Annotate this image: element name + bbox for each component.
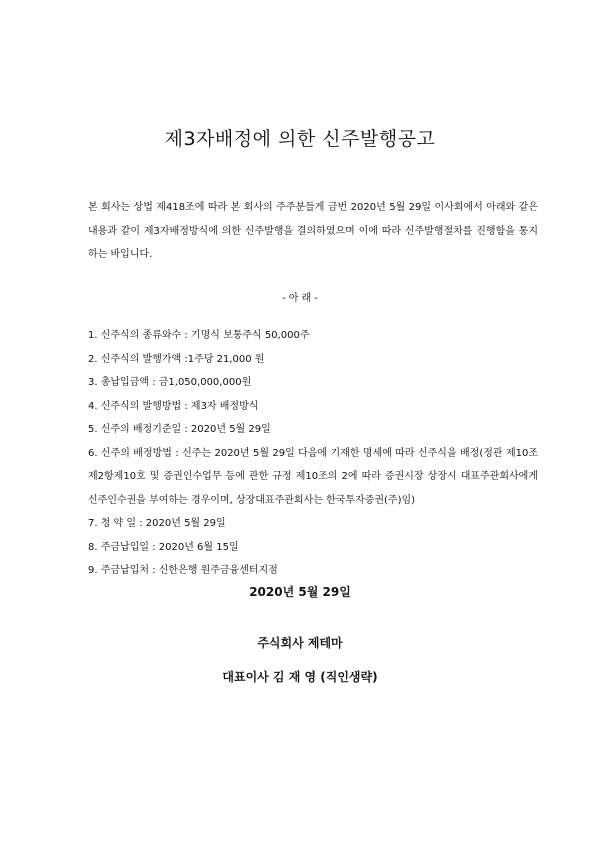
- list-item: 6. 신주의 배정방법 : 신주는 2020년 5월 29일 다음에 기재한 명세에 따라 신주식을 배정(정관 제10조제2항제10호 및 증권인수업무 등에 관한 규정 제10조의 2에 따라 증권시장 상장시 대표주관회사에게 신주인수권을 부여하는 경우이며, 상장대표주관회사는 한국투자증권(주)임): [88, 447, 538, 506]
- list-item: 8. 주금납입일 : 2020년 6월 15일: [88, 541, 239, 553]
- intro-paragraph: [88, 196, 538, 267]
- list-item: 3. 총납입금액 : 금1,050,000,000원: [88, 377, 252, 388]
- intro-text: 본 회사는 상법 제418조에 따라 본 회사의 주주분들게 금번 2020년 5월 29일 이사회에서 아래와 같은 내용과 같이 제3자배정방식에 의한 신주발행을 결의하였으며 이에 따라 신주발행절차를 진행함을 통지하는 바입니다.: [88, 202, 538, 260]
- list-item: 7. 청 약 일 : 2020년 5월 29일: [88, 518, 226, 529]
- notice-date: 2020년 5월 29일: [249, 585, 351, 599]
- list-item: 9. 주금납입처 : 신한은행 원주금융센터지점: [88, 565, 278, 576]
- section-marker: - 아 래 -: [281, 293, 319, 304]
- list-item: 5. 신주의 배정기준일 : 2020년 5월 29일: [88, 424, 271, 435]
- ceo-signature-line: 대표이사 김 재 영 (직인생략): [222, 670, 378, 684]
- list-item: 4. 신주식의 발행방법 : 제3자 배정방식: [88, 400, 259, 412]
- list-item: 1. 신주식의 종류와수 : 기명식 보통주식 50,000주: [88, 330, 310, 341]
- item-list: [88, 324, 538, 583]
- document-title: 제3자배정에 의한 신주발행공고: [164, 128, 436, 150]
- list-item: 2. 신주식의 발행가액 :1주당 21,000 원: [88, 353, 265, 365]
- company-name: 주식회사 제테마: [257, 636, 343, 650]
